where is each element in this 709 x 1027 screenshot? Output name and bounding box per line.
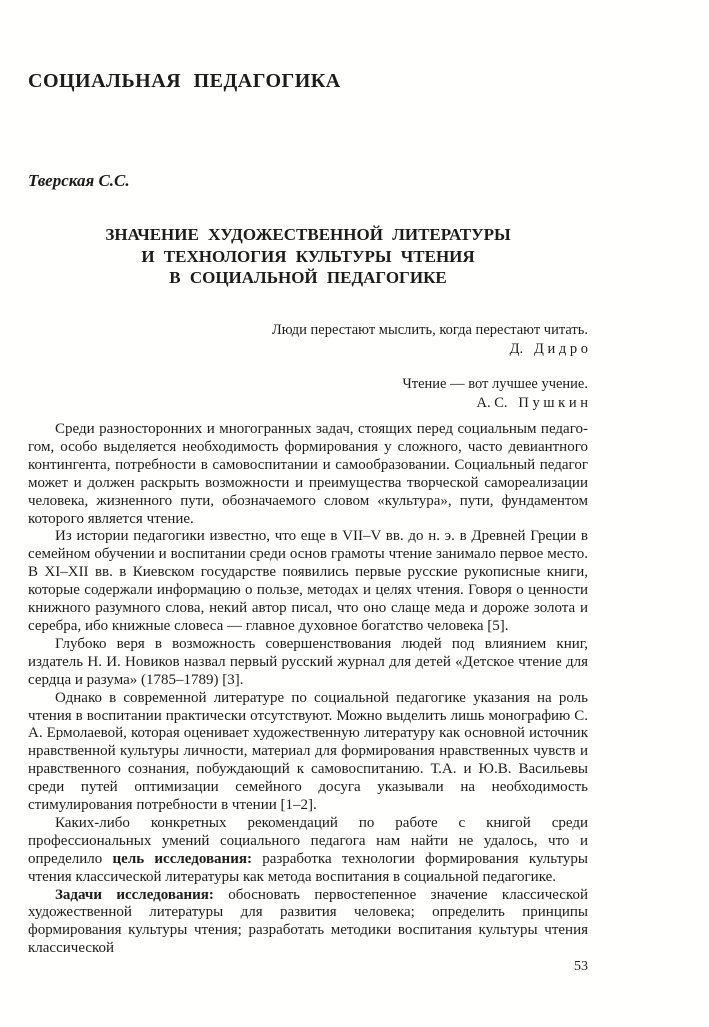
epigraph-attribution: А. С. П у ш к и н	[476, 394, 588, 411]
section-header: СОЦИАЛЬНАЯ ПЕДАГОГИКА	[28, 70, 341, 92]
paragraph	[28, 636, 588, 690]
paragraph-text-run: обосновать первостепенное значение классической художественной литературы для развития человека; определить принципы формирования культуры чтения; разработать методики воспитания культуры чтения классической	[28, 886, 588, 957]
paragraph-bold-run: Задачи исследования:	[55, 886, 214, 903]
paragraph-text-run: Однако в современной литературе по социальной педагогике указания на роль чтения в воспитании практически отсутствуют. Можно выделить лишь монографию С. А. Ермолаевой, которая оценивает художественную литературу как основной источник нравственной культуры личности, материал для формирования нравственных чувств и нравственного сознания, побуждающий к самовоспитанию. Т.А. и Ю.В. Васильевы среди путей оптимизации семейного досуга указывали на необходимость стимулирования потребности в чтении [1–2].	[28, 689, 588, 814]
paragraph	[28, 815, 588, 887]
paragraph	[28, 528, 588, 635]
paragraph-bold-run: цель исследования:	[112, 850, 252, 867]
paragraph	[28, 421, 588, 528]
paragraph-text-run: Среди разносторонних и многогранных задач, стоящих перед социальным педагогом, особо выделяется необходимость формирования у сложного, часто девиантного контингента, потребности в самовоспитании и самообразовании. Социальный педагог может и должен раскрыть возможности и преимущества творческой самореализации человека, жизненного пути, обозначаемого словом «культура», пути, фундаментом которого является чтение.	[28, 421, 588, 527]
article-title-line-2: И ТЕХНОЛОГИЯ КУЛЬТУРЫ ЧТЕНИЯ	[141, 246, 475, 266]
paragraph-text-run: Из истории педагогики известно, что еще в VII–V вв. до н. э. в Древней Греции в семейном обучении и воспитании среди основ грамоты чтение занимало первое место. В XI–XII вв. в Киевском государстве появились первые русские рукописные книги, которые содержали информацию о пользе, методах и целях чтения. Говоря о ценности книжного разумного слова, некий автор писал, что оно слаще меда и дороже золота и серебра, ибо книжные словеса — главное духовное богатство человека [5].	[28, 528, 588, 634]
author-name: Тверская С.С.	[28, 171, 130, 190]
epigraph-quote: Чтение — вот лучшее учение.	[402, 376, 588, 392]
paragraph-text-run: Каких-либо конкретных рекомендаций по работе с книгой среди профессиональных умений социального педагога нам найти не удалось, что и определило	[28, 814, 588, 867]
epigraph-quote: Люди перестают мыслить, когда перестают читать.	[271, 322, 588, 338]
body-paragraphs	[28, 421, 588, 958]
epigraph-didro	[28, 321, 588, 358]
article-title	[28, 224, 588, 289]
epigraph-attribution: Д. Д и д р о	[509, 340, 588, 357]
paragraph-text-run: Глубоко веря в возможность совершенствования людей под влиянием книг, издатель Н. И. Новиков назвал первый русский журнал для детей «Детское чтение для сердца и разума» (1785–1789) [3].	[28, 635, 588, 688]
article-title-line-1: ЗНАЧЕНИЕ ХУДОЖЕСТВЕННОЙ ЛИТЕРАТУРЫ	[105, 225, 511, 244]
paragraph	[28, 887, 588, 959]
article-title-line-3: В СОЦИАЛЬНОЙ ПЕДАГОГИКЕ	[169, 268, 447, 287]
paragraph-text-run: разработка технологии формирования культуры чтения классической литературы как метода воспитания в социальной педагогике.	[28, 850, 588, 885]
paragraph	[28, 690, 588, 815]
page-number: 53	[574, 959, 588, 974]
epigraph-pushkin	[28, 375, 588, 412]
epigraphs	[28, 321, 588, 429]
